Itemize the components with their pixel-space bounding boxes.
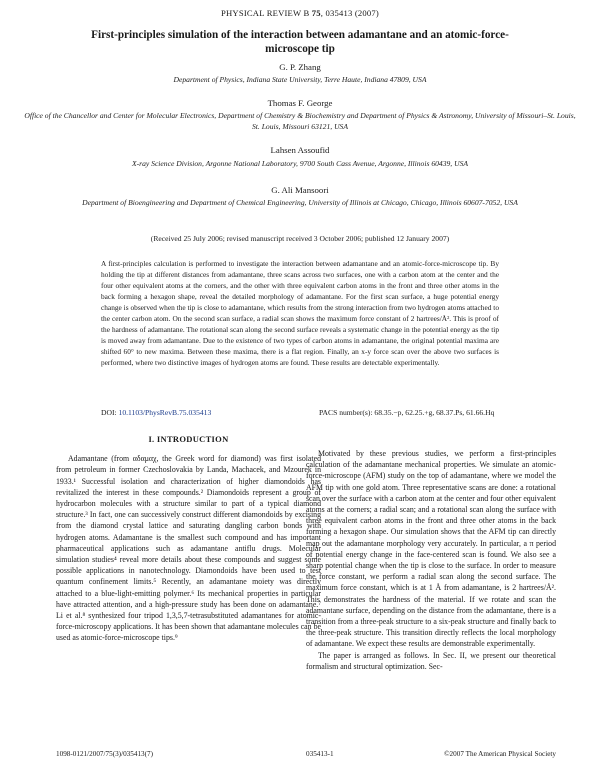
footer-code: 1098-0121/2007/75(3)/035413(7)	[56, 750, 154, 758]
page-number: 035413-1	[306, 750, 334, 758]
abstract: A first-principles calculation is performed to investigate the interaction between adamantane and an atomic-force-microscope tip. By holding the tip at different distances from adamantane, three scans across two surfaces, one with a carbon atom at the center and the four other equivalent atoms at the corners, and the other with three equivalent carbon atoms in the front and three other atoms in the back forming a hexagon shape, reveal the detailed morphology of adamantane. For the first scan surface, a huge potential energy change is observed when the tip is close to adamantane, which results from the strong interaction from two hydrogen atoms attached to the center carbon atom. On the second scan surface, a radial scan shows the maximum force constant of 2 hartrees/Å². This is proof of the hardness of adamantane. The rotational scan along the second surface reveals a systematic change in the potential energy as the tip is moved away from adamantane. Due to the existence of two types of carbon atoms in adamantane, the original potential maxima are shifted 60° to new maxima. Between these maxima, there is a flat region. Finally, an x-y force scan over the above two surfaces is performed, where two distinctive images of hydrogen atoms are found. These results are detectable experimentally.	[101, 259, 499, 367]
paragraph: Adamantane (from αδαμαχ, the Greek word for diamond) was first isolated from petroleum in former Czechoslovakia by Landa, Machacek, and Mzourek in 1933.¹ Successful isolation and characterization of higher diamondoids has revitalized the interest in these compounds.² Diamondoids represent a group of hydrocarbon molecules with a structure similar to part of a typical diamond structure.³ In fact, one can successively construct different diamondoids by excising from the diamond crystal lattice and saturating dangling carbon bonds with hydrogen atoms. Adamantane is the smallest such compound and has important pharmaceutical applications such as adamantane antiflu drugs. Molecular simulation studies⁴ reveal more details about these compounds and suggest some possible applications in nanotechnology. Diamondoids have been used to test quantum confinement limits.⁵ Recently, an adamantane moiety was directly attached to a blue-light-emitting polymer.⁶ Its mechanical properties in particular have attracted attention, and a high-pressure study has been done on adamantane.⁷ Li et al.⁸ synthesized four tripod 1,3,5,7-tetrasubstituted adamantanes for atomic-force-microscopy applications. It has been shown that adamantane molecules can be used as atomic-force-microscope tips.⁹	[56, 454, 321, 643]
section-title: I. INTRODUCTION	[148, 434, 229, 444]
journal-name: PHYSICAL REVIEW B	[221, 8, 310, 18]
paper-title: First-principles simulation of the interaction between adamantane and an atomic-force-microscope tip	[91, 29, 509, 55]
doi-link[interactable]: 10.1103/PhysRevB.75.035413	[118, 408, 212, 417]
author-affiliation: Department of Physics, Indiana State University, Terre Haute, Indiana 47809, USA	[173, 75, 427, 84]
journal-volume: 75	[311, 8, 321, 18]
doi-pacs-line	[101, 408, 499, 417]
author-affiliation: Office of the Chancellor and Center for Molecular Electronics, Department of Chemistry & Biochemistry and Department of Physics & Astronomy, University of Missouri–St. Louis, St. Louis, Missouri 63121, USA	[24, 111, 576, 131]
journal-header	[0, 8, 600, 18]
copyright: ©2007 The American Physical Society	[444, 750, 556, 758]
author-name: Lahsen Assoufid	[270, 145, 330, 155]
left-column	[56, 430, 321, 644]
author-name: Thomas F. George	[267, 98, 333, 108]
pacs-numbers: PACS number(s): 68.35.−p, 62.25.+g, 68.37.Ps, 61.66.Hq	[319, 408, 495, 417]
right-column	[306, 448, 556, 672]
paragraph: The paper is arranged as follows. In Sec. II, we present our theoretical formalism and structural optimization. Sec-	[306, 650, 556, 671]
author-affiliation: Department of Bioengineering and Department of Chemical Engineering, University of Illinois at Chicago, Chicago, Illinois 60607-7052, USA	[82, 198, 518, 207]
received-dates: (Received 25 July 2006; revised manuscript received 3 October 2006; published 12 January 2007)	[150, 234, 450, 243]
author-affiliation: X-ray Science Division, Argonne National Laboratory, 9700 South Cass Avenue, Argonne, Illinois 60439, USA	[131, 159, 469, 168]
article-number: , 035413 (2007)	[320, 8, 379, 18]
author-name: G. Ali Mansoori	[271, 185, 329, 195]
paragraph: Motivated by these previous studies, we perform a first-principles calculation of the adamantane mechanical properties. We simulate an atomic-force-microscope (AFM) study on the top of adamantane, where we model the AFM tip with one gold atom. Three representative scans are done: a rotational scan over the surface with a carbon atom at the center and four other equivalent atoms at the corners; a radial scan; and a rotational scan along the surface with three equivalent carbon atoms in the front and three other atoms in the back forming a hexagon shape. Our simulation shows that the AFM tip can directly map out the adamantane morphology very accurately. In particular, a π period of potential energy change in the face-centered scan is found. We also see a sharp potential change when the tip is close to the surface. In order to measure the force constant, we perform a radial scan along the second surface. The maximum force constant, which is at 1 Å from adamantane, is 2 hartrees/Å². This demonstrates the hardness of the material. If we rotate and scan the adamantane surface, depending on the distance from the adamantane, there is a transition from a three-peak structure to a six-peak structure and finally back to the three-peak structure. This transition directly reflects the local morphology of adamantane. We expect these results are demonstrable experimentally.	[306, 449, 556, 649]
doi-label: DOI:	[101, 408, 119, 417]
author-name: G. P. Zhang	[279, 62, 321, 72]
